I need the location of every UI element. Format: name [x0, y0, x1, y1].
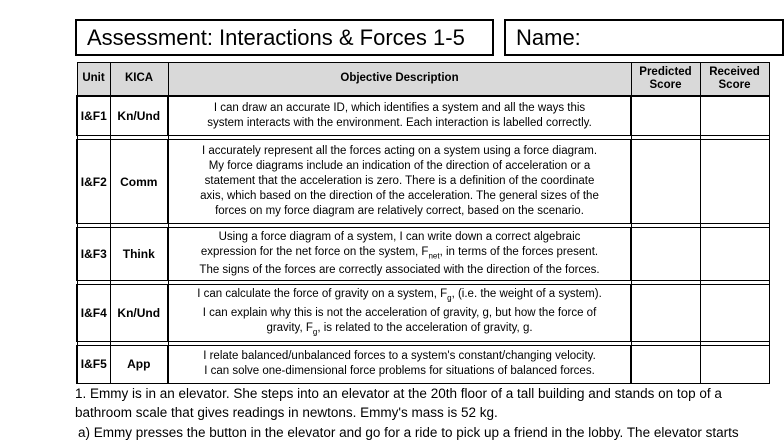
table-row	[77, 285, 769, 342]
table-row	[77, 96, 769, 136]
objective-cell: I can calculate the force of gravity on a system, $F_g$, (i.e. the weight of a system). I can explain why this is not the acceleration of gravity, g, but how the force of gravity, $F_g$, is related to the acceleration of gravity, g.	[168, 285, 631, 342]
unit-cell: I&F4	[77, 285, 110, 342]
objective-cell: Using a force diagram of a system, I can write down a correct algebraic expression for the net force on the system, $F_{net}$, in terms of the forces present. The signs of the forces are correctly associated with the direction of the forces.	[168, 228, 631, 281]
table-row	[77, 345, 769, 383]
objectives-table	[76, 62, 770, 384]
problem-part-a: a) Emmy presses the button in the elevator and go for a ride to pick up a friend in the lobby. The elevator starts	[78, 425, 739, 440]
table-row	[77, 228, 769, 281]
objective-cell: I can draw an accurate ID, which identifies a system and all the ways this system interacts with the environment. Each interaction is labelled correctly.	[168, 96, 631, 136]
kica-cell: App	[110, 345, 168, 383]
predicted-score-cell[interactable]	[631, 285, 700, 342]
unit-cell: I&F2	[77, 140, 110, 224]
unit-cell: I&F1	[77, 96, 110, 136]
header-objective: Objective Description	[168, 63, 631, 96]
unit-cell: I&F3	[77, 228, 110, 281]
unit-cell: I&F5	[77, 345, 110, 383]
assessment-title: Assessment: Interactions & Forces 1-5	[75, 19, 494, 56]
received-score-cell[interactable]	[700, 228, 769, 281]
header-received-score: Received Score	[700, 63, 769, 96]
predicted-score-cell[interactable]	[631, 345, 700, 383]
objective-cell: I relate balanced/unbalanced forces to a system's constant/changing velocity. I can solve one-dimensional force problems for situations of balanced forces.	[168, 345, 631, 383]
kica-cell: Kn/Und	[110, 96, 168, 136]
objective-cell: I accurately represent all the forces acting on a system using a force diagram. My force diagrams include an indication of the direction of acceleration or a statement that the acceleration is zero. There is a definition of the coordinate axis, which based on the direction of the acceleration. The general sizes of the forces on my force diagram are relatively correct, based on the scenario.	[168, 140, 631, 224]
table-header-row	[77, 63, 769, 96]
predicted-score-cell[interactable]	[631, 228, 700, 281]
kica-cell: Think	[110, 228, 168, 281]
received-score-cell[interactable]	[700, 285, 769, 342]
predicted-score-cell[interactable]	[631, 140, 700, 224]
header-kica: KICA	[110, 63, 168, 96]
kica-cell: Kn/Und	[110, 285, 168, 342]
received-score-cell[interactable]	[700, 96, 769, 136]
kica-cell: Comm	[110, 140, 168, 224]
table-row	[77, 140, 769, 224]
header-predicted-score: Predicted Score	[631, 63, 700, 96]
problem-text-line: 1. Emmy is in an elevator. She steps into an elevator at the 20th floor of a tall building and stands on top of a	[75, 386, 722, 401]
problem-text-line: bathroom scale that gives readings in newtons. Emmy's mass is 52 kg.	[75, 405, 498, 420]
name-field[interactable]: Name:	[504, 19, 784, 56]
header-unit: Unit	[77, 63, 110, 96]
received-score-cell[interactable]	[700, 345, 769, 383]
predicted-score-cell[interactable]	[631, 96, 700, 136]
received-score-cell[interactable]	[700, 140, 769, 224]
